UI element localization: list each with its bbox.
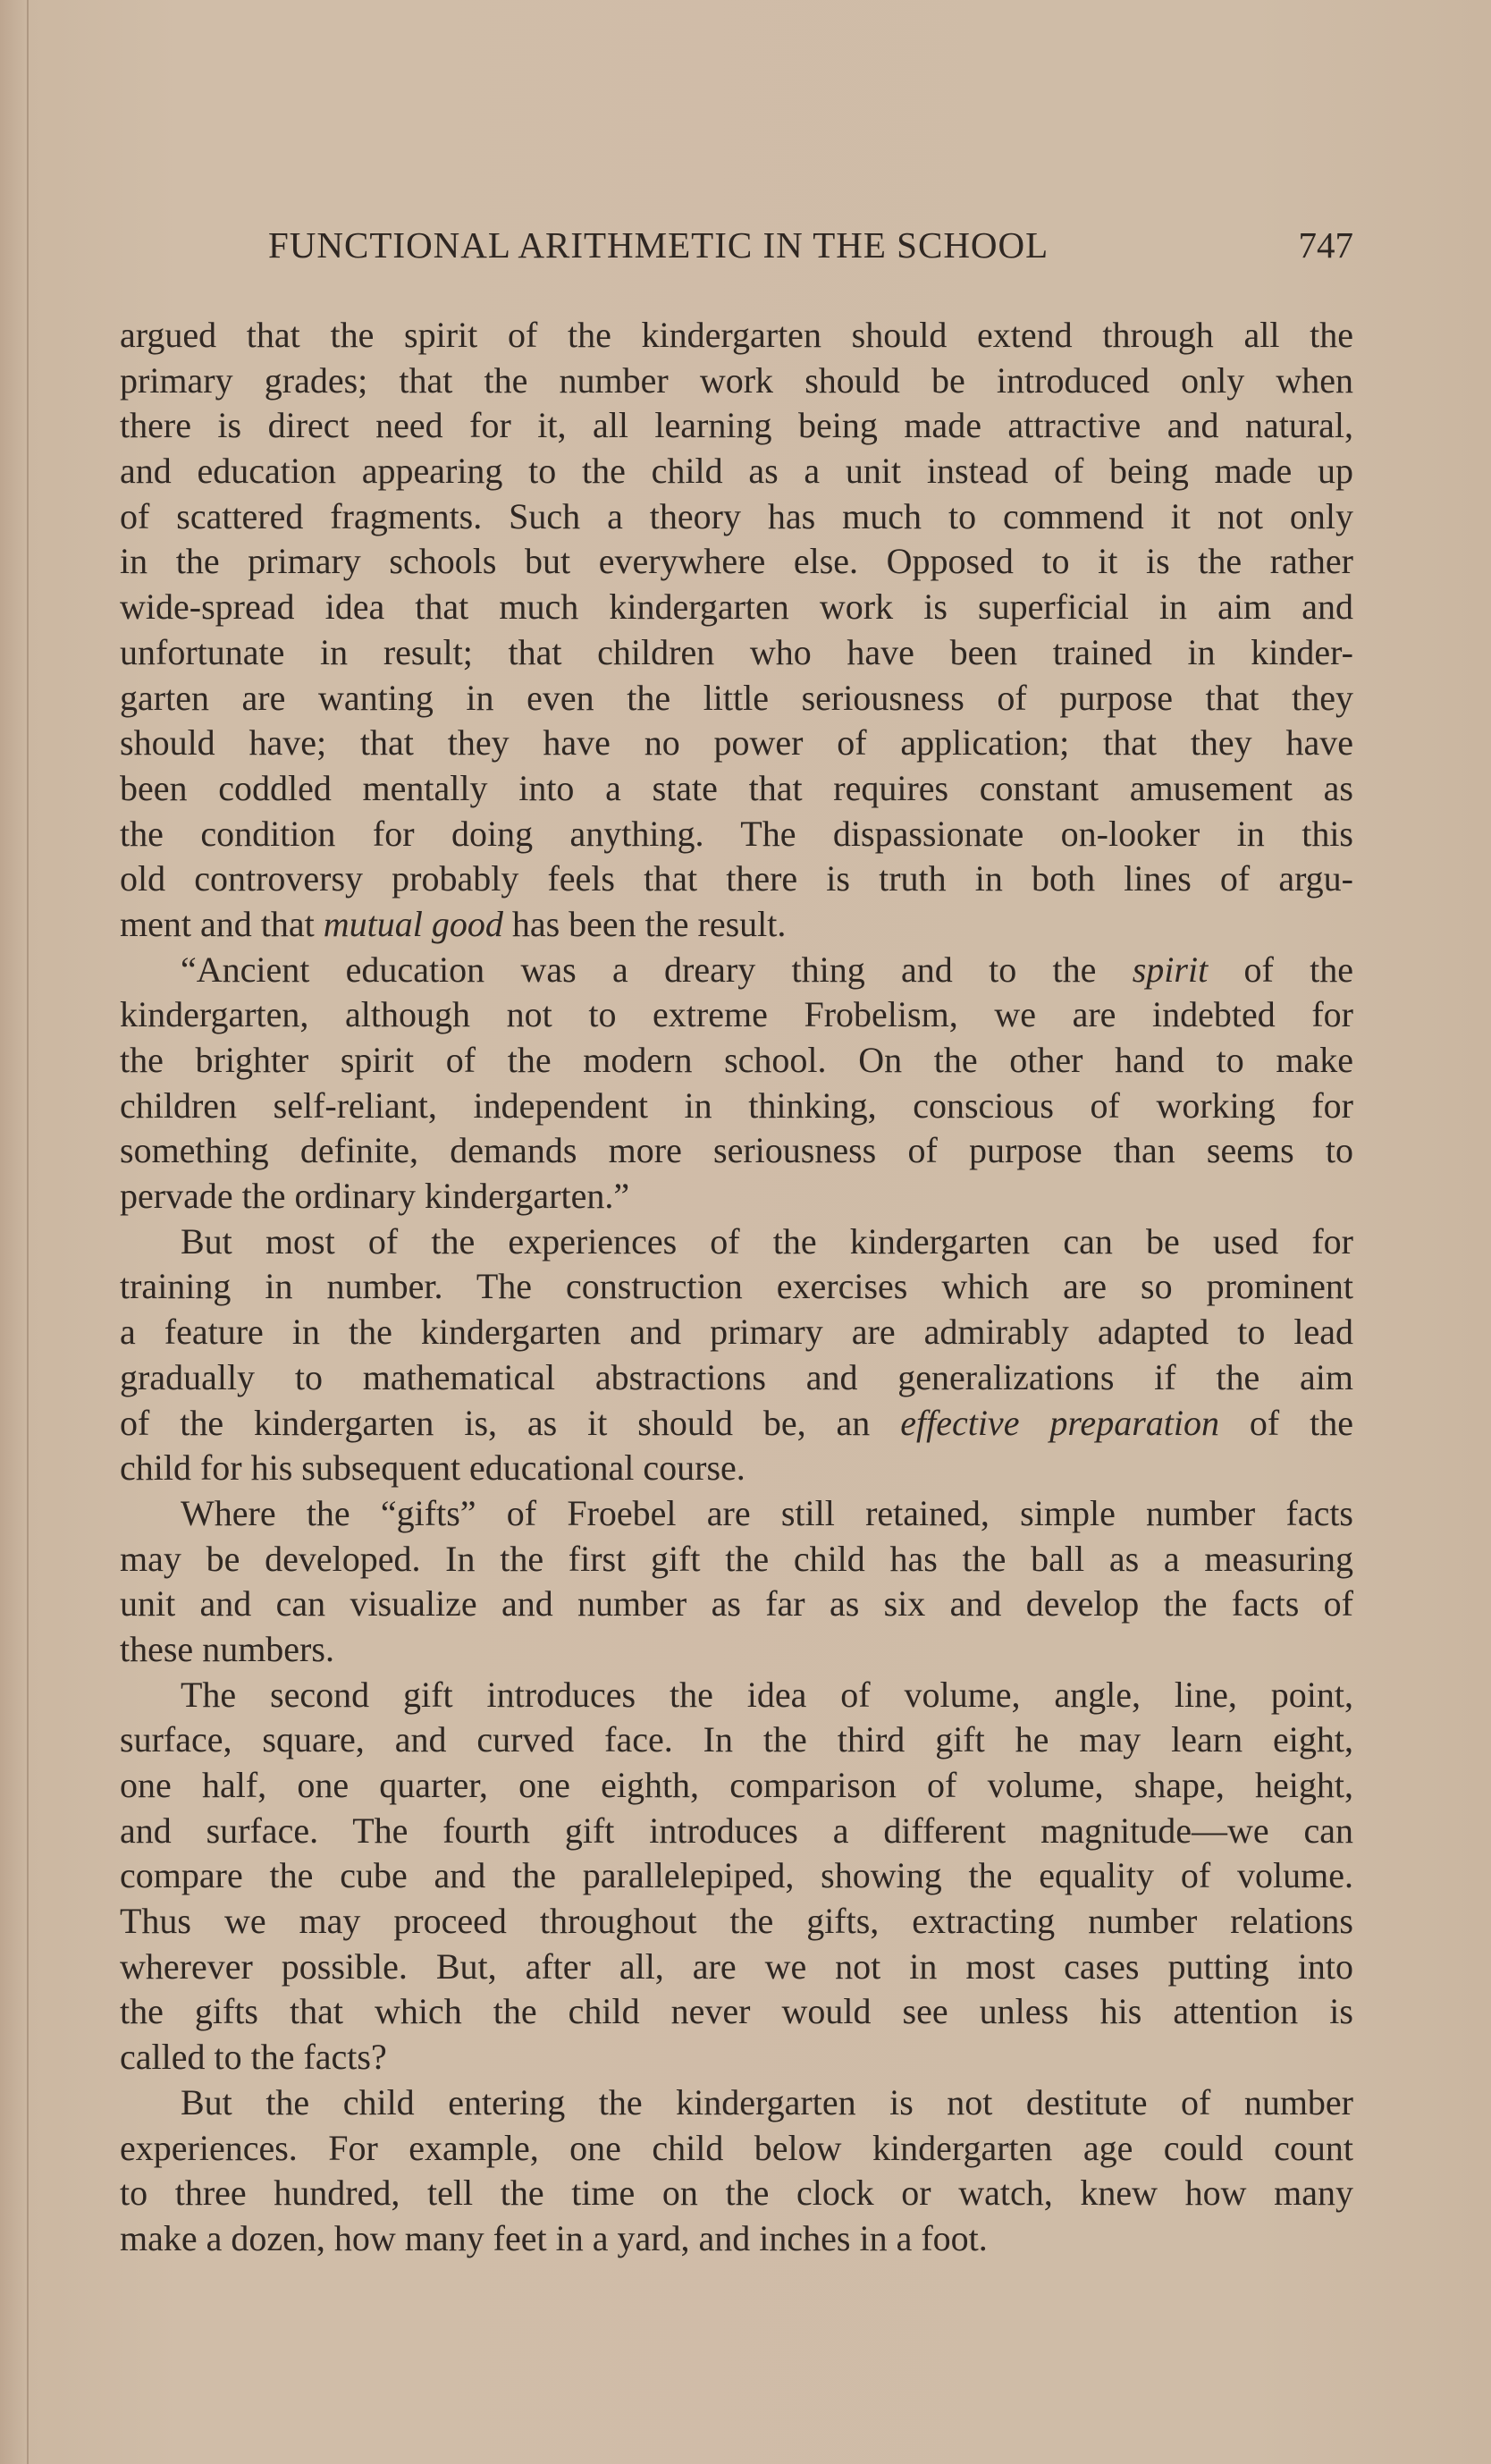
text-line: of scattered fragments. Such a theory has much to commend it not only (120, 495, 1353, 536)
running-head (268, 224, 1353, 277)
text-line: been coddled mentally into a state that requires constant amusement as (120, 767, 1353, 808)
text-line: a feature in the kindergarten and primary are admirably adapted to lead (120, 1312, 1353, 1353)
italic-phrase: spirit (1132, 949, 1209, 990)
text-line: and surface. The fourth gift introduces a different magnitude—we can (120, 1810, 1353, 1851)
text-line: experiences. For example, one child below kindergarten age could count (120, 2127, 1353, 2168)
text-line: called to the facts? (120, 2037, 387, 2078)
text-line: make a dozen, how many feet in a yard, and inches in a foot. (120, 2217, 988, 2258)
text-line: these numbers. (120, 1628, 334, 1669)
text-line: the gifts that which the child never would see unless his attention is (120, 1991, 1353, 2032)
text-line: something definite, demands more seriousness of purpose than seems to (120, 1130, 1353, 1171)
text-segment: of the kindergarten is, as it should be, an (120, 1402, 901, 1443)
text-segment: “Ancient education was a dreary thing and to the (181, 949, 1133, 990)
text-line: the brighter spirit of the modern school. On the other hand to make (120, 1040, 1353, 1080)
text-segment: ment and that (120, 903, 324, 944)
text-line: argued that the spirit of the kindergarten should extend through all the (120, 315, 1353, 355)
text-line: gradually to mathematical abstractions and generalizations if the aim (120, 1356, 1353, 1397)
text-line: and education appearing to the child as a unit instead of being made up (120, 451, 1353, 492)
text-segment: of the (1208, 949, 1354, 990)
text-line: Thus we may proceed throughout the gifts, extracting number relations (120, 1901, 1353, 1942)
text-line: pervade the ordinary kindergarten.” (120, 1176, 630, 1217)
text-line: there is direct need for it, all learning being made attractive and natural, (120, 405, 1353, 446)
text-segment: of the (1218, 1402, 1353, 1443)
text-line: to three hundred, tell the time on the clock or watch, knew how many (120, 2173, 1353, 2214)
text-line: unit and can visualize and number as far as six and develop the facts of (120, 1583, 1353, 1624)
text-line: But most of the experiences of the kindergarten can be used for (181, 1220, 1353, 1262)
text-line: Where the “gifts” of Froebel are still retained, simple number facts (181, 1492, 1353, 1533)
italic-phrase: effective preparation (900, 1402, 1219, 1443)
body-text (120, 313, 1353, 2262)
text-line: unfortunate in result; that children who have been trained in kinder- (120, 631, 1353, 672)
text-line: compare the cube and the parallelepiped, showing the equality of volume. (120, 1855, 1353, 1896)
text-line (120, 1401, 1353, 1447)
text-line: surface, square, and curved face. In the third gift he may learn eight, (120, 1719, 1353, 1760)
text-line: should have; that they have no power of application; that they have (120, 722, 1353, 764)
text-line: the condition for doing anything. The dispassionate on-looker in this (120, 813, 1353, 854)
text-line: garten are wanting in even the little seriousness of purpose that they (120, 677, 1353, 718)
text-line: one half, one quarter, one eighth, comparison of volume, shape, height, (120, 1765, 1353, 1805)
text-line: may be developed. In the first gift the child has the ball as a measuring (120, 1538, 1353, 1579)
text-line: training in number. The construction exercises which are so prominent (120, 1266, 1353, 1307)
text-line: But the child entering the kindergarten is not destitute of number (181, 2081, 1353, 2122)
text-line: The second gift introduces the idea of volume, angle, line, point, (181, 1674, 1353, 1715)
italic-phrase: mutual good (323, 903, 503, 944)
page-number: 747 (1298, 224, 1353, 266)
text-line (120, 948, 1353, 993)
running-title: FUNCTIONAL ARITHMETIC IN THE SCHOOL (268, 224, 1049, 266)
text-line: wide-spread idea that much kindergarten work is superficial in aim and (120, 586, 1353, 628)
text-line: in the primary schools but everywhere else. Opposed to it is the rather (120, 541, 1353, 582)
text-segment: has been the result. (502, 903, 787, 944)
text-line: children self-reliant, independent in thinking, conscious of working for (120, 1084, 1353, 1126)
page-edge (27, 0, 29, 2464)
text-line: kindergarten, although not to extreme Frobelism, we are indebted for (120, 994, 1353, 1035)
text-line: old controversy probably feels that there is truth in both lines of argu- (120, 858, 1353, 899)
text-line: primary grades; that the number work should be introduced only when (120, 359, 1353, 401)
text-line (120, 902, 1353, 948)
text-line: wherever possible. But, after all, are we not in most cases putting into (120, 1945, 1353, 1987)
text-line: child for his subsequent educational course. (120, 1447, 746, 1489)
